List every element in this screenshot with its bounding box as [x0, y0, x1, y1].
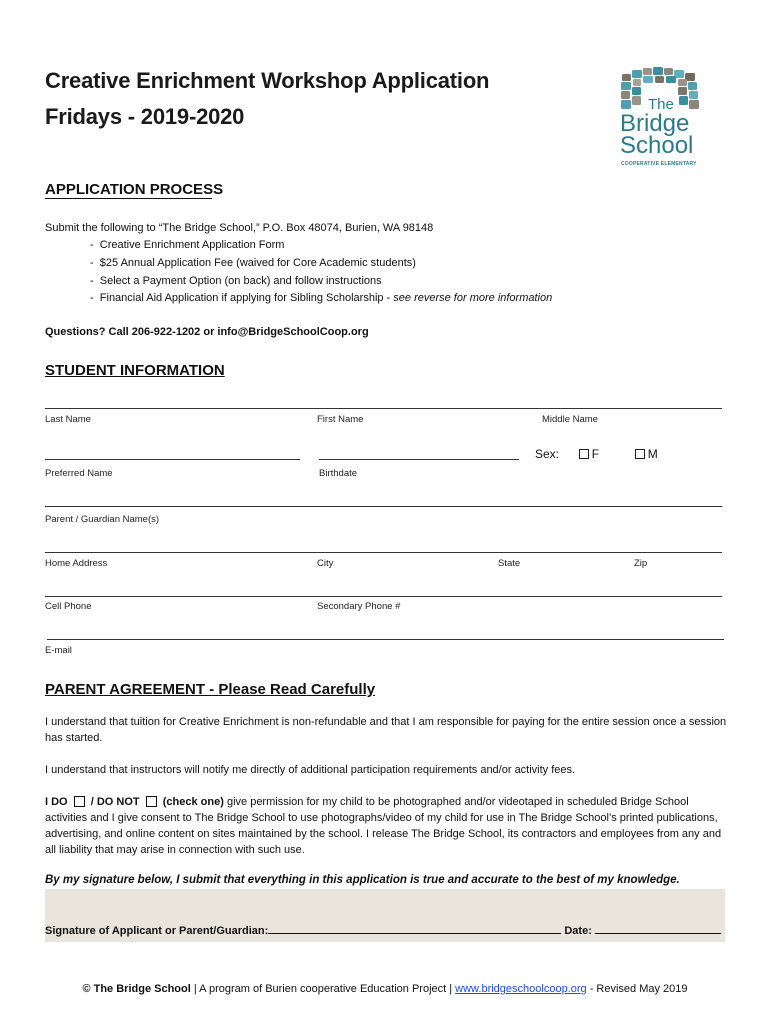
sex-f-label: F [591, 447, 600, 461]
sex-label: Sex: [535, 447, 560, 461]
do-not-checkbox[interactable] [146, 796, 157, 807]
logo-word-the: The [648, 96, 674, 113]
footer-website-link[interactable]: www.bridgeschoolcoop.org [455, 983, 587, 995]
submit-instructions: Submit the following to “The Bridge School,” P.O. Box 48074, Burien, WA 98148 [45, 222, 434, 234]
date-line[interactable] [595, 923, 721, 934]
photo-consent-paragraph [45, 794, 730, 858]
signature-row [45, 923, 721, 937]
date-label: Date: [564, 925, 592, 937]
signature-declaration: By my signature below, I submit that everything in this application is true and accurate to the best of my knowledge. [45, 874, 680, 886]
zip-label: Zip [634, 558, 648, 569]
last-name-label: Last Name [45, 414, 91, 425]
parent-guardian-label: Parent / Guardian Name(s) [45, 514, 160, 525]
email-label: E-mail [45, 645, 72, 656]
student-information-heading: STUDENT INFORMATION [45, 362, 225, 379]
sex-field [535, 447, 658, 461]
first-name-label: First Name [317, 414, 364, 425]
home-address-label: Home Address [45, 558, 108, 569]
middle-name-label: Middle Name [542, 414, 598, 425]
sex-m-label: M [647, 447, 658, 461]
logo-tagline: COOPERATIVE ELEMENTARY [621, 161, 697, 167]
process-item-1: - Creative Enrichment Application Form [90, 239, 285, 251]
questions-contact: Questions? Call 206-922-1202 or info@BridgeSchoolCoop.org [45, 326, 369, 338]
preferred-name-label: Preferred Name [45, 468, 113, 479]
school-logo [618, 66, 702, 170]
address-line[interactable] [45, 552, 722, 553]
sex-m-checkbox[interactable] [635, 449, 645, 459]
preferred-name-line[interactable] [45, 459, 300, 460]
heading-underline [45, 198, 212, 199]
process-item-4: - Financial Aid Application if applying for Sibling Scholarship - see reverse for more information [90, 292, 553, 304]
parent-guardian-line[interactable] [45, 506, 722, 507]
page-subtitle: Fridays - 2019-2020 [45, 104, 245, 129]
agreement-paragraph-1: I understand that tuition for Creative Enrichment is non-refundable and that I am responsible for paying for the entire session once a session has started. [45, 716, 727, 744]
name-line[interactable] [45, 408, 722, 409]
cell-phone-label: Cell Phone [45, 601, 92, 612]
footer [45, 983, 725, 995]
process-item-3: - Select a Payment Option (on back) and follow instructions [90, 275, 382, 287]
sex-f-checkbox[interactable] [579, 449, 589, 459]
state-label: State [498, 558, 521, 569]
logo-word-school: School [620, 132, 694, 159]
birthdate-label: Birthdate [319, 468, 358, 479]
city-label: City [317, 558, 334, 569]
i-do-label: I DO [45, 796, 68, 808]
secondary-phone-label: Secondary Phone # [317, 601, 401, 612]
phone-line[interactable] [45, 596, 722, 597]
birthdate-line[interactable] [319, 459, 519, 460]
footer-copyright: © The Bridge School [82, 983, 191, 995]
parent-agreement-heading: PARENT AGREEMENT - Please Read Carefully [45, 681, 376, 698]
do-not-label: / DO NOT [90, 796, 140, 808]
signature-label: Signature of Applicant or Parent/Guardian: [45, 925, 269, 937]
process-item-2: - $25 Annual Application Fee (waived for Core Academic students) [90, 257, 416, 269]
signature-line[interactable] [268, 923, 561, 934]
logo-word-bridge: Bridge [620, 110, 690, 137]
photo-consent-text: give permission for my child to be photographed and/or videotaped in scheduled Bridge School activities and I give consent to The Bridge School to use photographs/video of my child for use in The Bridge School’s printed publications, advertising, and online content on sites maintained by the school. I release The Bridge School, its contractors and employees from any and all liability that may arise in connection with such use. [45, 796, 722, 856]
agreement-paragraph-2: I understand that instructors will notify me directly of additional participation requirements and/or activity fees. [45, 764, 576, 776]
application-process-heading: APPLICATION PROCESS [45, 181, 224, 198]
footer-revised: - Revised May 2019 [586, 983, 688, 995]
i-do-checkbox[interactable] [74, 796, 85, 807]
check-one-label: (check one) [162, 796, 224, 808]
page-title: Creative Enrichment Workshop Application [45, 68, 490, 93]
email-line[interactable] [47, 639, 724, 640]
footer-program: | A program of Burien cooperative Education Project | [190, 983, 456, 995]
